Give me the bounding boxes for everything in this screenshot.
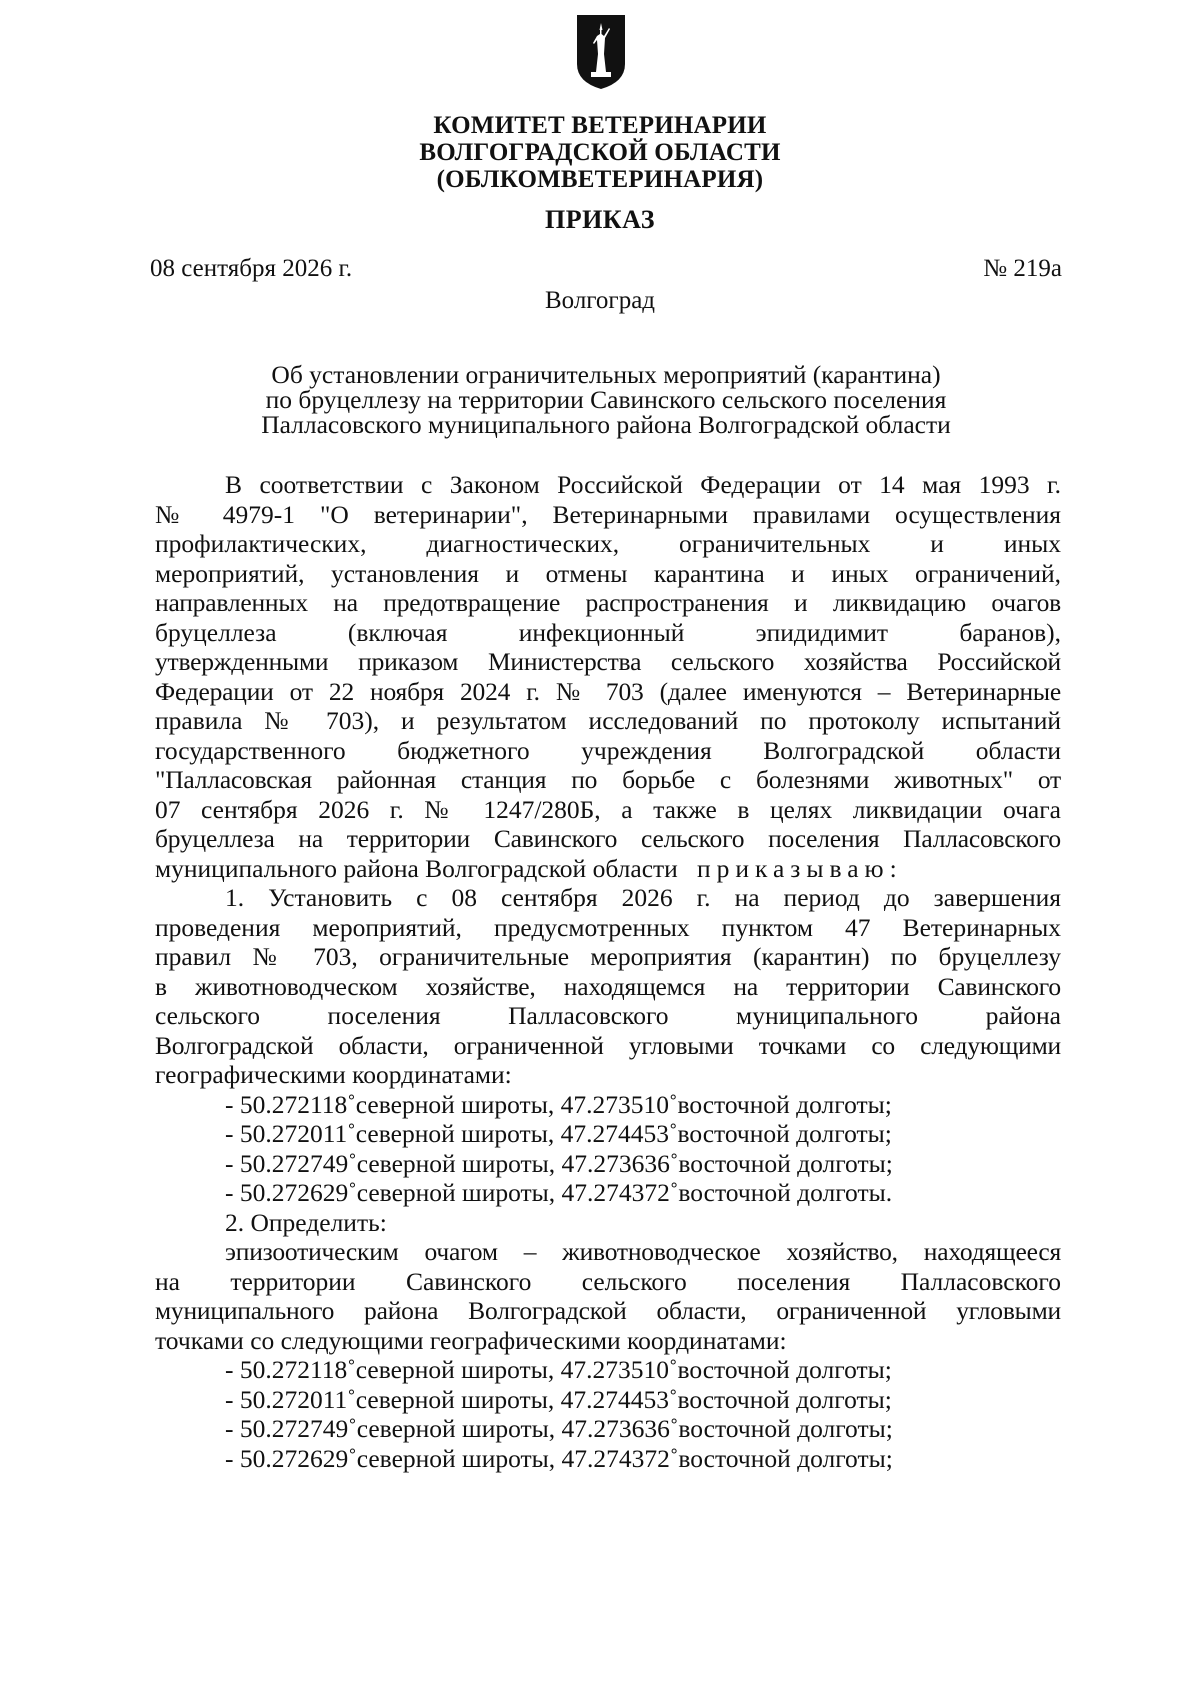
document-type-title: ПРИКАЗ xyxy=(544,205,656,234)
coordinate-item: - 50.272629˚северной широты, 47.274372˚восточной долготы. xyxy=(225,1178,893,1207)
body-line: 1. Установить с 08 сентября 2026 г. на период до завершения xyxy=(225,883,1061,912)
coordinate-item: - 50.272749˚северной широты, 47.273636˚восточной долготы; xyxy=(225,1148,893,1178)
order-body xyxy=(155,470,1061,1473)
body-line: проведения мероприятий, предусмотренных пунктом 47 Ветеринарных xyxy=(155,912,1061,942)
body-line: бруцеллеза (включая инфекционный эпидидимит баранов), xyxy=(155,617,1061,647)
body-line: мероприятий, установления и отмены карантина и иных ограничений, xyxy=(155,558,1061,588)
body-line: В соответствии с Законом Российской Федерации от 14 мая 1993 г. xyxy=(225,470,1061,499)
body-line: правил № 703, ограничительные мероприятия (карантин) по бруцеллезу xyxy=(155,942,1061,971)
body-line: № 4979-1 "О ветеринарии", Ветеринарными правилами осуществления xyxy=(155,499,1061,529)
body-line: Волгоградской области, ограниченной угловыми точками со следующими xyxy=(155,1030,1061,1060)
body-line: Федерации от 22 ноября 2024 г. № 703 (далее именуются – Ветеринарные xyxy=(155,676,1061,706)
subject-line: Палласовского муниципального района Волгоградской области xyxy=(261,410,951,439)
body-line: эпизоотическим очагом – животноводческое хозяйство, находящееся xyxy=(225,1237,1061,1266)
body-line: "Палласовская районная станция по борьбе с болезнями животных" от xyxy=(155,765,1061,794)
coordinate-item: - 50.272629˚северной широты, 47.274372˚восточной долготы; xyxy=(225,1443,893,1473)
body-line: направленных на предотвращение распространения и ликвидацию очагов xyxy=(155,588,1061,617)
body-line: 2. Определить: xyxy=(225,1207,387,1237)
order-subject xyxy=(150,362,1062,437)
body-line: сельского поселения Палласовского муниципального района xyxy=(155,1001,1061,1030)
body-line-text: муниципального района Волгоградской области xyxy=(155,853,678,883)
body-line xyxy=(155,854,1061,884)
body-line: муниципального района Волгоградской области, ограниченной угловыми xyxy=(155,1296,1061,1325)
body-line: профилактических, диагностических, ограничительных и иных xyxy=(155,529,1061,558)
body-line: в животноводческом хозяйстве, находящемся на территории Савинского xyxy=(155,971,1061,1001)
body-line: государственного бюджетного учреждения Волгоградской области xyxy=(155,735,1061,765)
body-line: на территории Савинского сельского поселения Палласовского xyxy=(155,1266,1061,1296)
order-number: № 219а xyxy=(983,255,1062,282)
order-city: Волгоград xyxy=(544,287,656,314)
coordinate-item: - 50.272118˚северной широты, 47.273510˚восточной долготы; xyxy=(225,1355,892,1384)
org-name-line-1: КОМИТЕТ ВЕТЕРИНАРИИ xyxy=(433,112,767,139)
coordinate-item: - 50.272011˚северной широты, 47.274453˚восточной долготы; xyxy=(225,1384,892,1414)
body-line: 07 сентября 2026 г. № 1247/280Б, а также в целях ликвидации очага xyxy=(155,794,1061,824)
body-line: правила № 703), и результатом исследований по протоколу испытаний xyxy=(155,706,1061,735)
body-line: точками со следующими географическими координатами: xyxy=(155,1325,787,1355)
coordinate-item: - 50.272749˚северной широты, 47.273636˚восточной долготы; xyxy=(225,1414,893,1443)
body-line: утвержденными приказом Министерства сельского хозяйства Российской xyxy=(155,647,1061,676)
coordinate-item: - 50.272011˚северной широты, 47.274453˚восточной долготы; xyxy=(225,1119,892,1148)
org-name-line-2: ВОЛГОГРАДСКОЙ ОБЛАСТИ xyxy=(419,139,781,166)
subject-line: Об установлении ограничительных мероприятий (карантина) xyxy=(271,360,941,389)
order-directive-word: приказываю: xyxy=(696,853,903,883)
coordinate-item: - 50.272118˚северной широты, 47.273510˚восточной долготы; xyxy=(225,1089,892,1119)
org-name-line-3: (ОБЛКОМВЕТЕРИНАРИЯ) xyxy=(436,166,764,193)
subject-line: по бруцеллезу на территории Савинского сельского поселения xyxy=(265,385,947,414)
order-date: 08 сентября 2026 г. xyxy=(150,255,353,282)
volgograd-coat-of-arms-icon xyxy=(576,14,626,90)
body-line: географическими координатами: xyxy=(155,1060,512,1089)
body-line: бруцеллеза на территории Савинского сельского поселения Палласовского xyxy=(155,824,1061,853)
